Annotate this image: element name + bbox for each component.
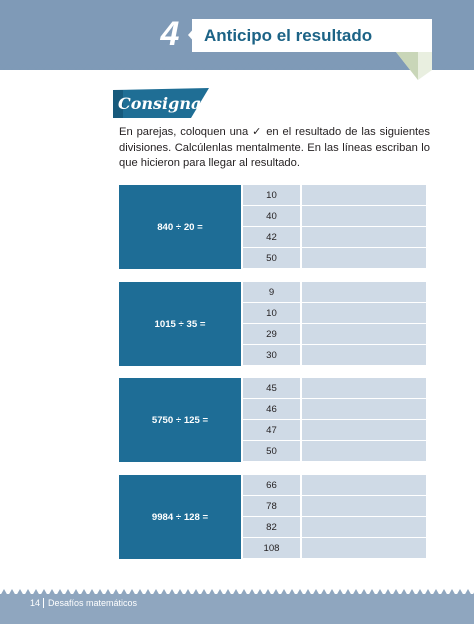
page-number: 14 <box>30 598 41 608</box>
explanation-line[interactable] <box>302 420 426 440</box>
explanation-line[interactable] <box>302 441 426 461</box>
answer-option[interactable]: 108 <box>243 538 300 558</box>
division-expression: 5750 ÷ 125 = <box>119 378 241 462</box>
answer-row <box>243 248 426 268</box>
exercise-1 <box>119 185 426 269</box>
book-title: Desafíos matemáticos <box>48 598 138 608</box>
answer-option[interactable]: 29 <box>243 324 300 344</box>
answer-row <box>243 185 426 205</box>
explanation-line[interactable] <box>302 399 426 419</box>
answer-option[interactable]: 50 <box>243 248 300 268</box>
division-expression: 9984 ÷ 128 = <box>119 475 241 559</box>
answer-row <box>243 227 426 247</box>
explanation-line[interactable] <box>302 206 426 226</box>
exercise-2 <box>119 282 426 366</box>
answer-option[interactable]: 66 <box>243 475 300 495</box>
answer-option[interactable]: 42 <box>243 227 300 247</box>
lesson-number: 4 <box>160 15 180 53</box>
division-expression: 840 ÷ 20 = <box>119 185 241 269</box>
answer-option[interactable]: 78 <box>243 496 300 516</box>
answer-row <box>243 496 426 516</box>
answer-option[interactable]: 46 <box>243 399 300 419</box>
answer-row <box>243 303 426 323</box>
answer-option[interactable]: 9 <box>243 282 300 302</box>
answer-row <box>243 324 426 344</box>
answer-option[interactable]: 10 <box>243 185 300 205</box>
answer-option[interactable]: 45 <box>243 378 300 398</box>
answer-row <box>243 420 426 440</box>
explanation-line[interactable] <box>302 475 426 495</box>
division-expression: 1015 ÷ 35 = <box>119 282 241 366</box>
explanation-line[interactable] <box>302 227 426 247</box>
explanation-line[interactable] <box>302 282 426 302</box>
answer-row <box>243 441 426 461</box>
explanation-line[interactable] <box>302 517 426 537</box>
lesson-title: Anticipo el resultado <box>204 26 373 45</box>
answer-option[interactable]: 82 <box>243 517 300 537</box>
consigna-label: Consigna <box>118 94 202 113</box>
answer-row <box>243 206 426 226</box>
instructions-text: En parejas, coloquen una ✓ en el resultado de las siguientes divisiones. Calcúlenlas mentalmente. En las líneas escriban lo que hicieron para llegar al resultado. <box>119 126 430 170</box>
answer-row <box>243 345 426 365</box>
answer-option[interactable]: 30 <box>243 345 300 365</box>
explanation-line[interactable] <box>302 324 426 344</box>
explanation-line[interactable] <box>302 538 426 558</box>
answer-row <box>243 517 426 537</box>
answer-row <box>243 378 426 398</box>
title-banner-fold <box>396 52 440 80</box>
explanation-line[interactable] <box>302 303 426 323</box>
answer-option[interactable]: 40 <box>243 206 300 226</box>
answer-row <box>243 282 426 302</box>
answer-row <box>243 475 426 495</box>
explanation-line[interactable] <box>302 378 426 398</box>
answer-option[interactable]: 47 <box>243 420 300 440</box>
explanation-line[interactable] <box>302 248 426 268</box>
answer-option[interactable]: 10 <box>243 303 300 323</box>
answer-row <box>243 538 426 558</box>
explanation-line[interactable] <box>302 496 426 516</box>
answer-option[interactable]: 50 <box>243 441 300 461</box>
explanation-line[interactable] <box>302 185 426 205</box>
exercise-4 <box>119 475 426 559</box>
answer-row <box>243 399 426 419</box>
footer-separator <box>43 598 44 608</box>
explanation-line[interactable] <box>302 345 426 365</box>
exercise-3 <box>119 378 426 462</box>
